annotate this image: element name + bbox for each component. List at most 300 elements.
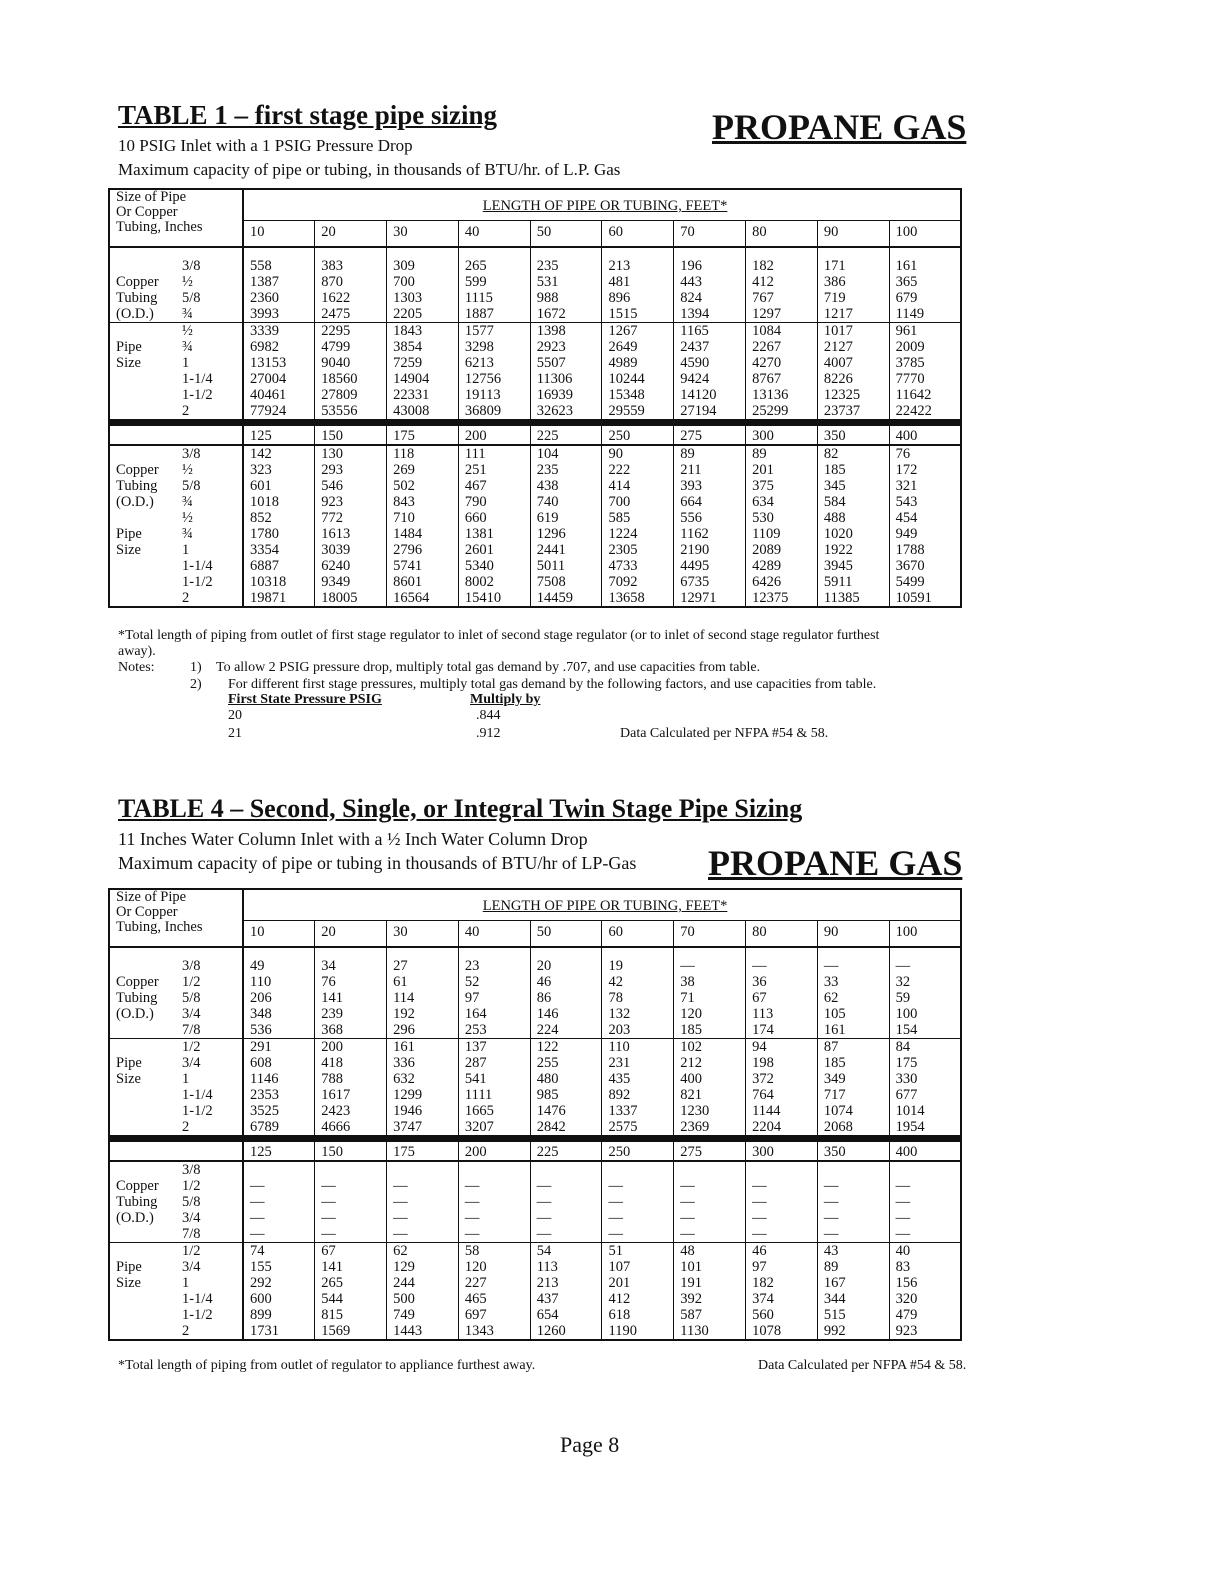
- table4-row-label-grid: [116, 1307, 242, 1323]
- table4-cell: 174: [746, 1022, 818, 1039]
- page-number: Page 8: [560, 1432, 620, 1457]
- table4-cell: —: [674, 947, 746, 974]
- table4-cell: 59: [889, 990, 961, 1006]
- table4-row-type: [116, 1022, 182, 1038]
- table1-cell: 383: [315, 247, 387, 274]
- table1-cell: 1267: [602, 323, 674, 340]
- table1-cell: 12756: [458, 371, 530, 387]
- table1-row-label-grid: [116, 387, 242, 403]
- table1-row-size: 1-1/2: [182, 387, 213, 403]
- table4-row-label: [109, 1194, 243, 1210]
- table4-length-350: 350: [817, 1139, 889, 1162]
- table4-cell: 51: [602, 1243, 674, 1260]
- table1-cell: 719: [817, 290, 889, 306]
- table4-cell: 1299: [387, 1087, 459, 1103]
- table4-cell: [458, 1161, 530, 1178]
- table1-row-label: [109, 462, 243, 478]
- table4-cell: 992: [817, 1323, 889, 1340]
- table1-row-size: ½: [182, 323, 193, 339]
- table4-row-label-grid: [116, 1291, 242, 1307]
- table1-subtitle2: Maximum capacity of pipe or tubing, in thousands of BTU/hr. of L.P. Gas: [118, 160, 621, 179]
- table4-cell: 344: [817, 1291, 889, 1307]
- table1-cell: 923: [315, 494, 387, 510]
- table1-cell: 710: [387, 510, 459, 526]
- table4-cell: 480: [530, 1071, 602, 1087]
- table4-cell: —: [746, 1210, 818, 1226]
- table1-cell: 1296: [530, 526, 602, 542]
- table4-row: [109, 947, 961, 974]
- table1-cell: 1788: [889, 542, 961, 558]
- table4-cell: 33: [817, 974, 889, 990]
- table4-cell: 122: [530, 1039, 602, 1056]
- table4-row: [109, 1103, 961, 1119]
- table1-row: [109, 339, 961, 355]
- table1-cell: 414: [602, 478, 674, 494]
- table4-cell: 97: [458, 990, 530, 1006]
- table4-cell: —: [387, 1210, 459, 1226]
- table1-row-type: Copper: [116, 274, 159, 290]
- table1-length-250: 250: [602, 423, 674, 446]
- table4-cell: 110: [602, 1039, 674, 1056]
- table1-row-label: [109, 558, 243, 574]
- table1-length-225: 225: [530, 423, 602, 446]
- table1-cell: 89: [674, 445, 746, 462]
- table1-row-label: [109, 526, 243, 542]
- table1-row: [109, 558, 961, 574]
- table1-cell: 22331: [387, 387, 459, 403]
- table4-data-note: Data Calculated per NFPA #54 & 58.: [758, 1358, 967, 1373]
- table4-row: [109, 1022, 961, 1039]
- table1-brand: PROPANE GAS: [712, 107, 967, 147]
- table1-row-label: [109, 274, 243, 290]
- table4-row-label-grid: [116, 1178, 242, 1194]
- table1-cell: 8002: [458, 574, 530, 590]
- table4-cell: 1074: [817, 1103, 889, 1119]
- table1-row: [109, 590, 961, 607]
- table4-cell: —: [530, 1226, 602, 1243]
- table1-cell: 502: [387, 478, 459, 494]
- table1-row: [109, 323, 961, 340]
- table4-cell: 608: [243, 1055, 315, 1071]
- table4-length-10: 10: [243, 921, 315, 948]
- table4-cell: 1230: [674, 1103, 746, 1119]
- table4-cell: 61: [387, 974, 459, 990]
- table4-cell: 291: [243, 1039, 315, 1056]
- table4-row-size: 3/4: [182, 1210, 201, 1226]
- table4-row-type: [116, 1119, 182, 1135]
- table4-cell: 1190: [602, 1323, 674, 1340]
- table4-length-250: 250: [602, 1139, 674, 1162]
- table4-row-type: [116, 1323, 182, 1339]
- table1-cell: 222: [602, 462, 674, 478]
- table4-row-label: [109, 947, 243, 974]
- table1-row-type: [116, 510, 182, 526]
- table1-length-50: 50: [530, 221, 602, 248]
- table1-cell: 1381: [458, 526, 530, 542]
- table4-cell: 32: [889, 974, 961, 990]
- table1-cell: 2475: [315, 306, 387, 323]
- table4-row-size: 2: [182, 1323, 190, 1339]
- table4-cell: —: [530, 1194, 602, 1210]
- table1-cell: 5011: [530, 558, 602, 574]
- table4-row-size: 3/8: [182, 958, 201, 974]
- table4-cell: 560: [746, 1307, 818, 1323]
- table1-row-label-grid: [116, 323, 242, 339]
- table1-row-size: 1: [182, 355, 190, 371]
- table4-cell: 2353: [243, 1087, 315, 1103]
- table1-row: [109, 526, 961, 542]
- table4-cell: 3747: [387, 1119, 459, 1139]
- table1-cell: 11385: [817, 590, 889, 607]
- table1-cell: 7770: [889, 371, 961, 387]
- table4-row: [109, 1323, 961, 1340]
- table1-row-type: [116, 574, 182, 590]
- table1-cell: 10244: [602, 371, 674, 387]
- table1-row-label-grid: [116, 478, 242, 494]
- table4-cell: —: [243, 1226, 315, 1243]
- table4-row-size: 1: [182, 1071, 190, 1087]
- table1-row-type: [116, 446, 182, 462]
- table1-cell: 7092: [602, 574, 674, 590]
- table4-row-label: [109, 1006, 243, 1022]
- table4-cell: 83: [889, 1259, 961, 1275]
- table4-cell: 253: [458, 1022, 530, 1039]
- table1-row-type: (O.D.): [116, 494, 154, 510]
- table1-row-size: ½: [182, 462, 193, 478]
- table1-cell: 3039: [315, 542, 387, 558]
- table1-cell: 6982: [243, 339, 315, 355]
- table4-row: [109, 1055, 961, 1071]
- table1-cell: 251: [458, 462, 530, 478]
- table1-row-label-grid: [116, 446, 242, 462]
- table4-cell: 167: [817, 1275, 889, 1291]
- table4-cell: 788: [315, 1071, 387, 1087]
- table4-row-type: Pipe: [116, 1055, 142, 1071]
- table4-cell: —: [889, 1226, 961, 1243]
- table4-row: [109, 1087, 961, 1103]
- table4-length-60: 60: [602, 921, 674, 948]
- table4-row-type: [116, 1162, 182, 1178]
- table4-cell: 49: [243, 947, 315, 974]
- table4-cell: 120: [458, 1259, 530, 1275]
- table1-cell: 386: [817, 274, 889, 290]
- table1-cell: 481: [602, 274, 674, 290]
- table1-length-350: 350: [817, 423, 889, 446]
- table4-row-type: Tubing: [116, 990, 158, 1006]
- table4-row-size: 1-1/4: [182, 1087, 213, 1103]
- table4-cell: 34: [315, 947, 387, 974]
- table1-length-header-text: LENGTH OF PIPE OR TUBING, FEET*: [482, 198, 728, 214]
- table4-cell: 71: [674, 990, 746, 1006]
- table4-length-150: 150: [315, 1139, 387, 1162]
- table1-cell: 82: [817, 445, 889, 462]
- table4-cell: 74: [243, 1243, 315, 1260]
- table4-cell: 1111: [458, 1087, 530, 1103]
- table4-cell: 899: [243, 1307, 315, 1323]
- table1-cell: 182: [746, 247, 818, 274]
- table4-cell: 465: [458, 1291, 530, 1307]
- table1-row-label: [109, 371, 243, 387]
- table4-cell: —: [817, 1194, 889, 1210]
- table4-cell: 191: [674, 1275, 746, 1291]
- table4-row-size: 3/4: [182, 1259, 201, 1275]
- table1-length-90: 90: [817, 221, 889, 248]
- table4-cell: —: [889, 947, 961, 974]
- table1-cell: 3298: [458, 339, 530, 355]
- table1-row: [109, 247, 961, 274]
- table4-cell: 114: [387, 990, 459, 1006]
- table4-cell: 52: [458, 974, 530, 990]
- table4-row-label: [109, 1161, 243, 1178]
- table4-cell: 1337: [602, 1103, 674, 1119]
- table1-cell: 4495: [674, 558, 746, 574]
- table4-row-label: [109, 990, 243, 1006]
- table1-length-20: 20: [315, 221, 387, 248]
- table1-cell: 16564: [387, 590, 459, 607]
- table4-row-label-grid: [116, 1103, 242, 1119]
- table1-row-type: Size: [116, 542, 141, 558]
- table1-cell: 196: [674, 247, 746, 274]
- table4-row-size: 1/2: [182, 1243, 201, 1259]
- table1-cell: 90: [602, 445, 674, 462]
- table4-length-125: 125: [243, 1139, 315, 1162]
- table1-cell: 3993: [243, 306, 315, 323]
- table4-cell: 87: [817, 1039, 889, 1056]
- table1-row-size: ½: [182, 274, 193, 290]
- table4-cell: 203: [602, 1022, 674, 1039]
- table1-cell: 2649: [602, 339, 674, 355]
- table1-cell: 543: [889, 494, 961, 510]
- table4-cell: 320: [889, 1291, 961, 1307]
- table4-cell: 192: [387, 1006, 459, 1022]
- table1-cell: 12375: [746, 590, 818, 607]
- table1-cell: 1149: [889, 306, 961, 323]
- table4-cell: 4666: [315, 1119, 387, 1139]
- table4-cell: 84: [889, 1039, 961, 1056]
- table1-row: [109, 355, 961, 371]
- table4-cell: 137: [458, 1039, 530, 1056]
- table1-row: [109, 510, 961, 526]
- note2-text: For different first stage pressures, multiply total gas demand by the following factors, and use capacities from table.: [228, 677, 877, 692]
- table1-row-type: [116, 387, 182, 403]
- table1-cell: 454: [889, 510, 961, 526]
- table1-row-label: [109, 445, 243, 462]
- table4-cell: 374: [746, 1291, 818, 1307]
- table1-length-row-b: [109, 423, 961, 446]
- table4-row-label: [109, 1226, 243, 1243]
- table4-cell: 244: [387, 1275, 459, 1291]
- table4-cell: 19: [602, 947, 674, 974]
- table4-cell: 697: [458, 1307, 530, 1323]
- table1-cell: 6887: [243, 558, 315, 574]
- table1-cell: 14120: [674, 387, 746, 403]
- table4-cell: 892: [602, 1087, 674, 1103]
- table1-row-label: [109, 403, 243, 423]
- table1-row: [109, 371, 961, 387]
- table1-row-size: 1: [182, 542, 190, 558]
- table4-row-label: [109, 1307, 243, 1323]
- table4-cell: —: [889, 1178, 961, 1194]
- table1-cell: 558: [243, 247, 315, 274]
- table4-cell: 97: [746, 1259, 818, 1275]
- table4-cell: 2204: [746, 1119, 818, 1139]
- table4-cell: —: [817, 1178, 889, 1194]
- table4-row: [109, 990, 961, 1006]
- table1-cell: 530: [746, 510, 818, 526]
- table1-row-label: [109, 542, 243, 558]
- table4-cell: 110: [243, 974, 315, 990]
- table4-row-label: [109, 1275, 243, 1291]
- table1-cell: 4590: [674, 355, 746, 371]
- table4-length-100: 100: [889, 921, 961, 948]
- table4-cell: 1343: [458, 1323, 530, 1340]
- table1-row: [109, 387, 961, 403]
- table4-cell: 815: [315, 1307, 387, 1323]
- table4-cell: 86: [530, 990, 602, 1006]
- table1-row-label-grid: [116, 462, 242, 478]
- table1-cell: 488: [817, 510, 889, 526]
- table1-row: [109, 542, 961, 558]
- table4-subtitle1: 11 Inches Water Column Inlet with a ½ Inch Water Column Drop: [118, 829, 588, 849]
- table4-cell: 292: [243, 1275, 315, 1291]
- table4-cell: 392: [674, 1291, 746, 1307]
- table4-cell: [602, 1161, 674, 1178]
- table4-cell: 146: [530, 1006, 602, 1022]
- table1-cell: 13658: [602, 590, 674, 607]
- table4-cell: 175: [889, 1055, 961, 1071]
- table4-cell: [817, 1161, 889, 1178]
- table1-cell: 5741: [387, 558, 459, 574]
- table4-cell: 1954: [889, 1119, 961, 1139]
- table4-cell: 62: [817, 990, 889, 1006]
- table1-row-type: [116, 403, 182, 419]
- table1-cell: 3854: [387, 339, 459, 355]
- table1-cell: 634: [746, 494, 818, 510]
- table1-cell: 53556: [315, 403, 387, 423]
- table4-cell: 100: [889, 1006, 961, 1022]
- table4-cell: —: [602, 1226, 674, 1243]
- table1-cell: 6735: [674, 574, 746, 590]
- table1-cell: 852: [243, 510, 315, 526]
- table4-row-label: [109, 1119, 243, 1139]
- table4-cell: 500: [387, 1291, 459, 1307]
- table1-cell: 1297: [746, 306, 818, 323]
- table4-cell: —: [530, 1210, 602, 1226]
- table1-cell: 36809: [458, 403, 530, 423]
- table4-row-type: Pipe: [116, 1259, 142, 1275]
- table4-row-label: [109, 1022, 243, 1039]
- table4-cell: 1617: [315, 1087, 387, 1103]
- table1-row-label: [109, 247, 243, 274]
- table1-cell: 3339: [243, 323, 315, 340]
- table4-header-label-line: Or Copper: [116, 904, 178, 920]
- table4-cell: 198: [746, 1055, 818, 1071]
- note2-number: 2): [190, 677, 202, 692]
- table4-cell: —: [817, 1210, 889, 1226]
- table1-cell: 700: [387, 274, 459, 290]
- table4-cell: —: [674, 1226, 746, 1243]
- table1-cell: 14904: [387, 371, 459, 387]
- table4-length-400: 400: [889, 1139, 961, 1162]
- table1-cell: 2127: [817, 339, 889, 355]
- table1-cell: 584: [817, 494, 889, 510]
- table4-row: [109, 1119, 961, 1139]
- table1-cell: 2190: [674, 542, 746, 558]
- table1-row: [109, 445, 961, 462]
- table1-cell: 3354: [243, 542, 315, 558]
- table4-cell: [674, 1161, 746, 1178]
- table1-cell: 2305: [602, 542, 674, 558]
- table1-row-label: [109, 306, 243, 323]
- table1-cell: 1115: [458, 290, 530, 306]
- table1-cell: 556: [674, 510, 746, 526]
- table1-cell: 1017: [817, 323, 889, 340]
- table4-row-type: Size: [116, 1071, 141, 1087]
- table4-row: [109, 1006, 961, 1022]
- table1-header-label-line: Tubing, Inches: [116, 219, 203, 235]
- table1-cell: 4270: [746, 355, 818, 371]
- table4-cell: —: [243, 1194, 315, 1210]
- table1-row-label-grid: [116, 403, 242, 419]
- table4-cell: 1946: [387, 1103, 459, 1119]
- table1-cell: 4289: [746, 558, 818, 574]
- table1-length-header: [243, 189, 961, 221]
- table4-cell: 62: [387, 1243, 459, 1260]
- table4-length-50: 50: [530, 921, 602, 948]
- table4-row-size: 1/2: [182, 1039, 201, 1055]
- table4-row-label: [109, 1291, 243, 1307]
- table1-row-type: Copper: [116, 462, 159, 478]
- table4-row-label-grid: [116, 1006, 242, 1022]
- table1-cell: 1843: [387, 323, 459, 340]
- table4-cell: 185: [817, 1055, 889, 1071]
- table1-cell: 11306: [530, 371, 602, 387]
- table1-cell: 13136: [746, 387, 818, 403]
- table4-length-40: 40: [458, 921, 530, 948]
- table4-cell: 227: [458, 1275, 530, 1291]
- table1-cell: 2360: [243, 290, 315, 306]
- table1-cell: 1887: [458, 306, 530, 323]
- table4-cell: —: [746, 1178, 818, 1194]
- table4-length-row-b: [109, 1139, 961, 1162]
- table1-length-30: 30: [387, 221, 459, 248]
- table4-cell: 155: [243, 1259, 315, 1275]
- table1-cell: 988: [530, 290, 602, 306]
- table4-row-type: [116, 1103, 182, 1119]
- table1-cell: 345: [817, 478, 889, 494]
- table4-cell: 749: [387, 1307, 459, 1323]
- table4-row-label-grid: [116, 1039, 242, 1055]
- table1-cell: 269: [387, 462, 459, 478]
- table1-cell: 25299: [746, 403, 818, 423]
- table1-cell: 700: [602, 494, 674, 510]
- table1-cell: 9424: [674, 371, 746, 387]
- table1-cell: 185: [817, 462, 889, 478]
- table4-cell: 541: [458, 1071, 530, 1087]
- table1-cell: 2441: [530, 542, 602, 558]
- table4-row-label-grid: [116, 958, 242, 974]
- table1-cell: 77924: [243, 403, 315, 423]
- table4-cell: 618: [602, 1307, 674, 1323]
- table1-cell: 15348: [602, 387, 674, 403]
- table1-row-size: 3/8: [182, 446, 201, 462]
- table1-cell: 104: [530, 445, 602, 462]
- table4-cell: —: [602, 1194, 674, 1210]
- table1-length-125: 125: [243, 423, 315, 446]
- table1-cell: 740: [530, 494, 602, 510]
- table4-cell: 141: [315, 1259, 387, 1275]
- table1-cell: 211: [674, 462, 746, 478]
